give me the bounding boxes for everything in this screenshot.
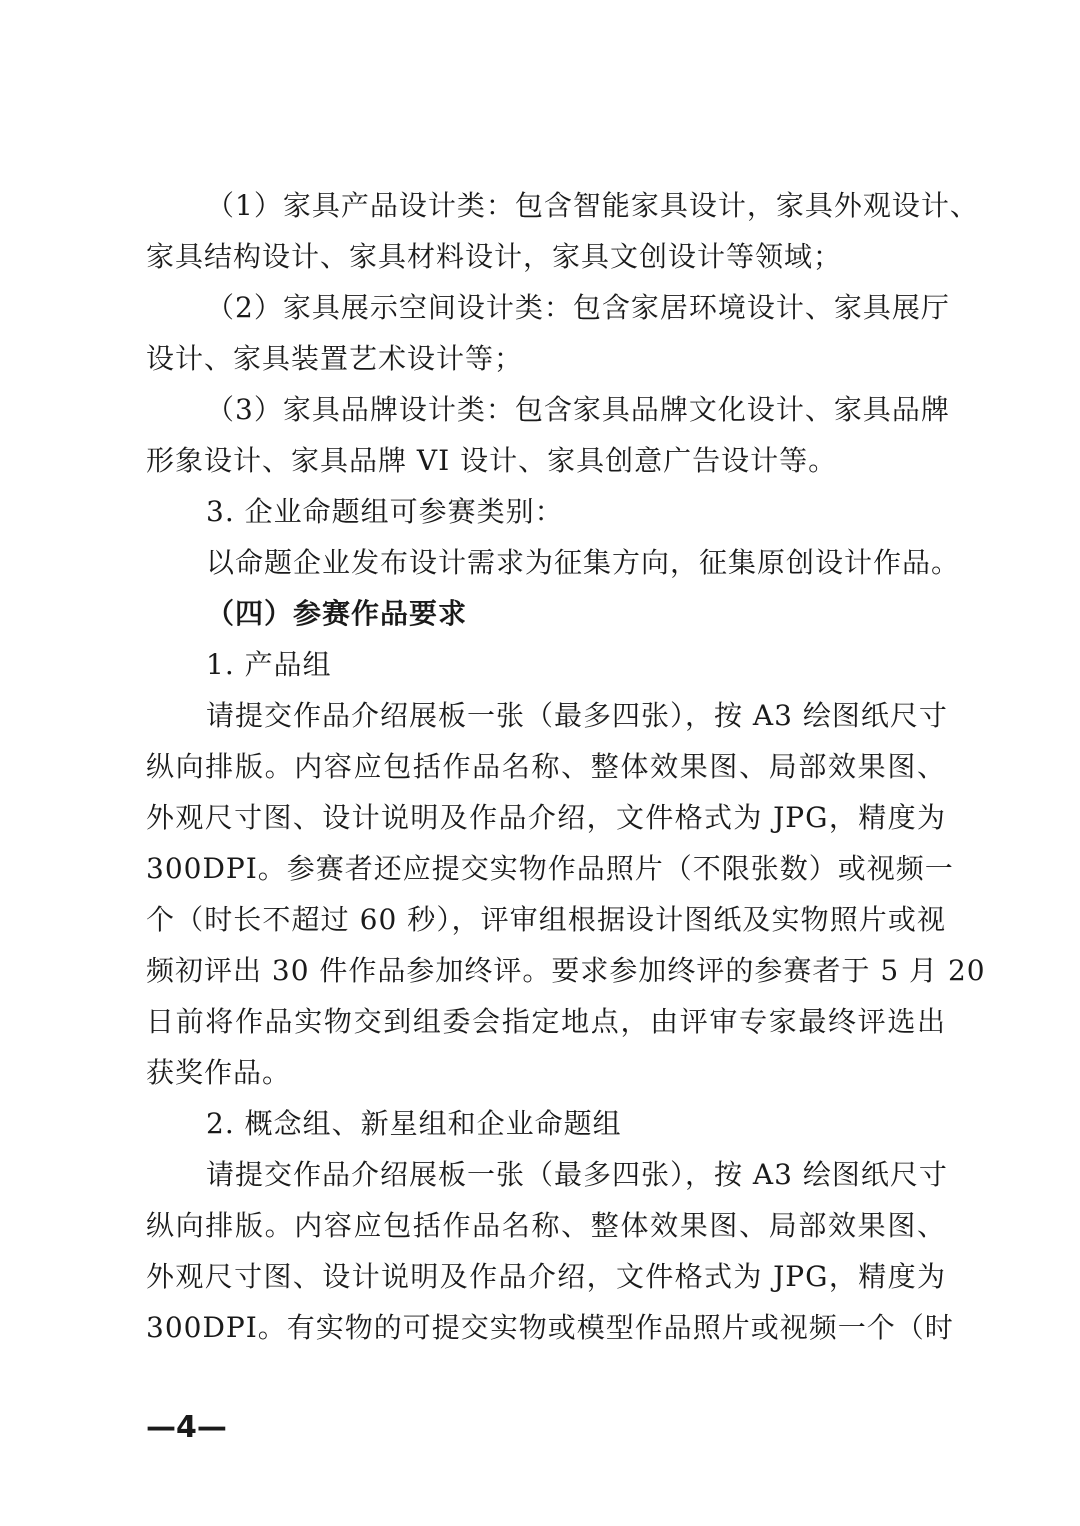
paragraph-7-line-7: 日前将作品实物交到组委会指定地点，由评审专家最终评选出 [146,1005,946,1038]
document-body [146,180,986,1353]
paragraph-9-line-3: 外观尺寸图、设计说明及作品介绍，文件格式为 JPG，精度为 [146,1260,946,1293]
paragraph-9-line-1: 请提交作品介绍展板一张（最多四张），按 A3 绘图纸尺寸 [206,1158,948,1191]
page-number: —4— [146,1410,227,1445]
paragraph-2-line-1: （2）家具展示空间设计类：包含家居环境设计、家具展厅 [206,291,950,324]
section-item-2-heading: 2. 概念组、新星组和企业命题组 [206,1107,622,1140]
paragraph-7-line-3: 外观尺寸图、设计说明及作品介绍，文件格式为 JPG，精度为 [146,801,946,834]
paragraph-2-line-2: 设计、家具装置艺术设计等； [146,342,524,375]
paragraph-1-line-2: 家具结构设计、家具材料设计，家具文创设计等领域； [146,240,843,273]
paragraph-7-line-5: 个（时长不超过 60 秒），评审组根据设计图纸及实物照片或视 [146,903,946,936]
section-item-1-heading: 1. 产品组 [206,648,332,681]
paragraph-3-line-2: 形象设计、家具品牌 VI 设计、家具创意广告设计等。 [146,444,838,477]
paragraph-5: 以命题企业发布设计需求为征集方向，征集原创设计作品。 [206,546,961,579]
paragraph-9-line-2: 纵向排版。内容应包括作品名称、整体效果图、局部效果图、 [146,1209,946,1242]
paragraph-7-line-2: 纵向排版。内容应包括作品名称、整体效果图、局部效果图、 [146,750,946,783]
paragraph-1-line-1: （1）家具产品设计类：包含智能家具设计，家具外观设计、 [206,189,979,222]
paragraph-7-line-6: 频初评出 30 件作品参加终评。要求参加终评的参赛者于 5 月 20 [146,954,986,987]
paragraph-7-line-1: 请提交作品介绍展板一张（最多四张），按 A3 绘图纸尺寸 [206,699,948,732]
section-item-3-heading: 3. 企业命题组可参赛类别： [206,495,564,528]
paragraph-3-line-1: （3）家具品牌设计类：包含家具品牌文化设计、家具品牌 [206,393,950,426]
paragraph-7-line-8: 获奖作品。 [146,1056,292,1089]
paragraph-9-line-4: 300DPI。有实物的可提交实物或模型作品照片或视频一个（时 [146,1311,954,1344]
section-heading-4: （四）参赛作品要求 [206,597,468,630]
paragraph-7-line-4: 300DPI。参赛者还应提交实物作品照片（不限张数）或视频一 [146,852,954,885]
